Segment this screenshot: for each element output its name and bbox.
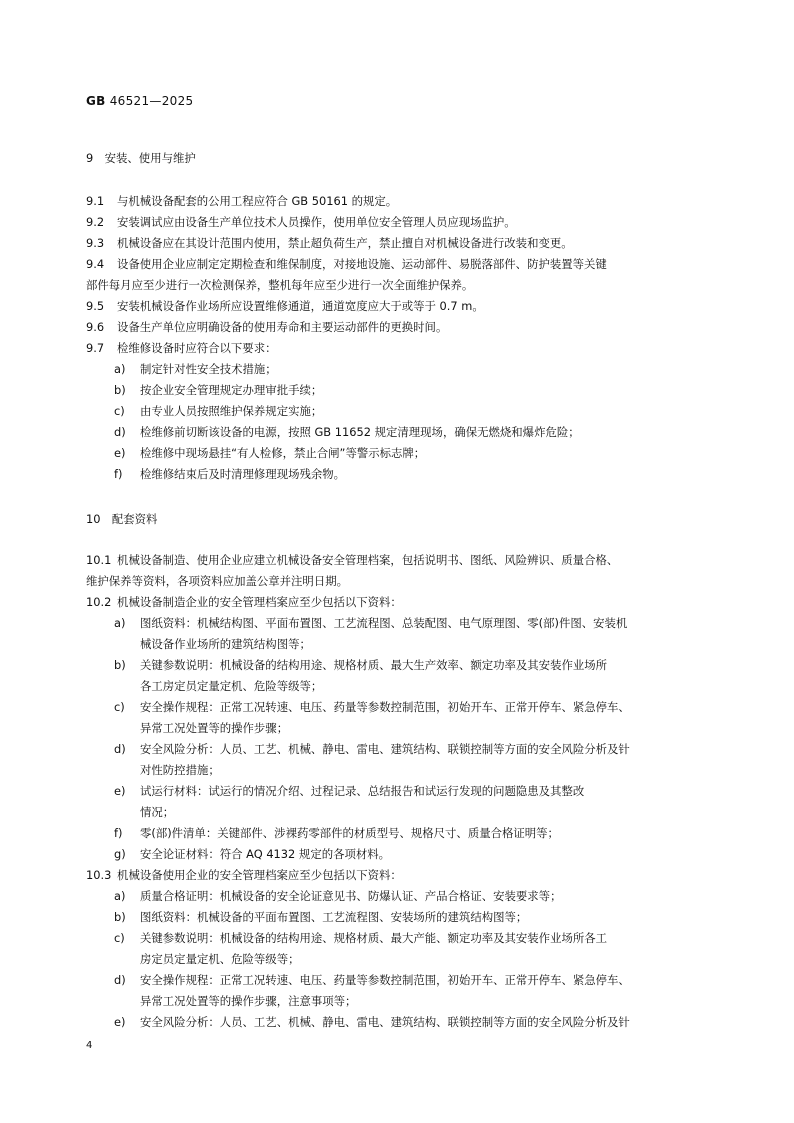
- clause-10-1-cont: 维护保养等资料，各项资料应加盖公章并注明日期。: [86, 574, 348, 588]
- page-number: 4: [86, 1040, 93, 1051]
- standard-number: 46521—2025: [105, 94, 194, 108]
- section-10-heading: 10 配套资料: [86, 512, 158, 526]
- document-code: [86, 94, 193, 108]
- section-9-heading: 9 安装、使用与维护: [86, 151, 196, 165]
- standard-prefix: GB: [86, 94, 106, 108]
- clause-10-2: 10.2 机械设备制造企业的安全管理档案应至少包括以下资料：: [86, 595, 402, 609]
- clause-10-1: 10.1 机械设备制造、使用企业应建立机械设备安全管理档案，包括说明书、图纸、风险辨识、质量合格、: [86, 553, 619, 567]
- clause-10-3: 10.3 机械设备使用企业的安全管理档案应至少包括以下资料：: [86, 868, 402, 882]
